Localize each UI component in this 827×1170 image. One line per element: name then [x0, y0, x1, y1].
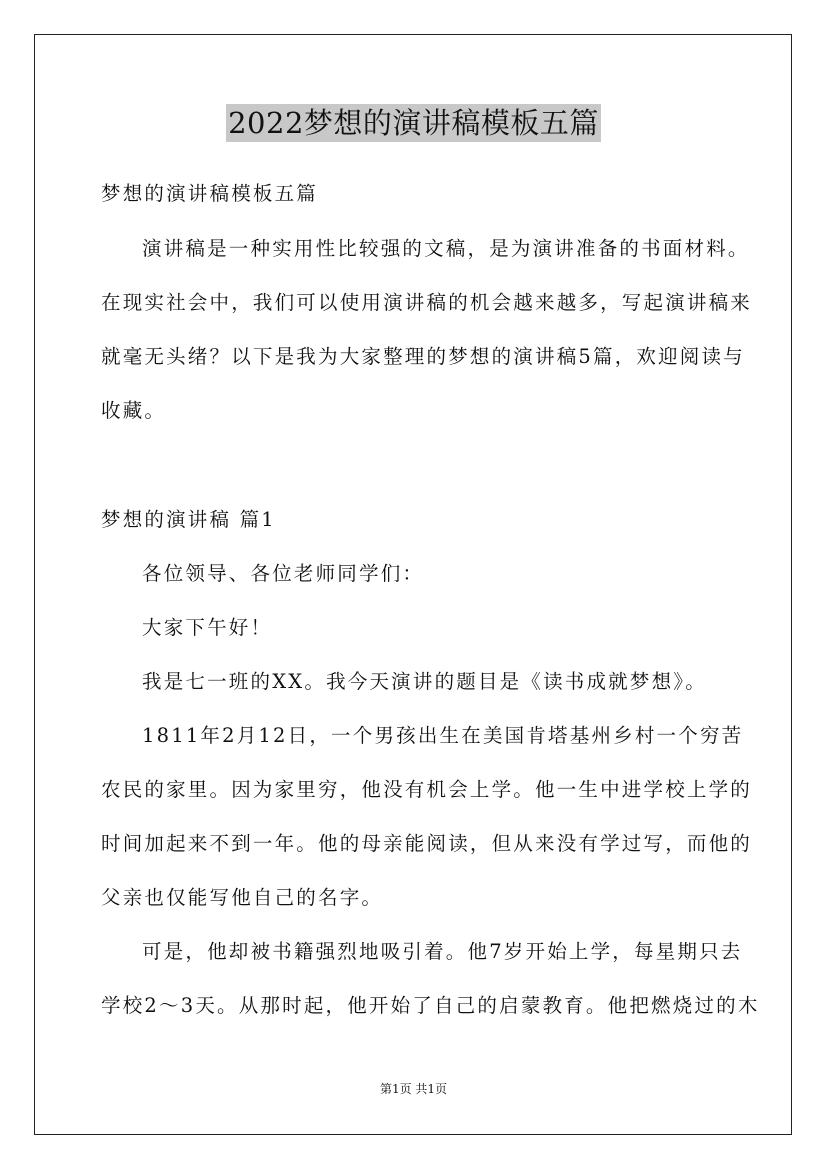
paragraph-line: 1811年2月12日，一个男孩出生在美国肯塔基州乡村一个穷苦	[142, 724, 744, 747]
paragraph-line: 学校2～3天。从那时起，他开始了自己的启蒙教育。他把燃烧过的木	[101, 994, 760, 1017]
paragraph-line: 可是，他却被书籍强烈地吸引着。他7岁开始上学，每星期只去	[142, 940, 743, 963]
title-container	[0, 104, 827, 142]
paragraph-line: 大家下午好！	[142, 616, 273, 639]
section-heading: 梦想的演讲稿 篇1	[101, 508, 276, 531]
paragraph-line: 各位领导、各位老师同学们：	[142, 562, 425, 585]
paragraph-line: 时间加起来不到一年。他的母亲能阅读，但从来没有学过写，而他的	[101, 832, 753, 855]
paragraph-line: 我是七一班的XX。我今天演讲的题目是《读书成就梦想》。	[142, 670, 707, 693]
document-title: 2022梦想的演讲稿模板五篇	[228, 106, 599, 140]
page-footer: 第1页 共1页	[379, 1082, 448, 1096]
subtitle: 梦想的演讲稿模板五篇	[101, 182, 319, 205]
paragraph-line: 就毫无头绪？以下是我为大家整理的梦想的演讲稿5篇，欢迎阅读与	[101, 345, 745, 368]
paragraph-line: 演讲稿是一种实用性比较强的文稿，是为演讲准备的书面材料。	[142, 237, 750, 260]
paragraph-line: 在现实社会中，我们可以使用演讲稿的机会越来越多，写起演讲稿来	[101, 291, 753, 314]
paragraph-line: 收藏。	[101, 399, 167, 422]
paragraph-line: 父亲也仅能写他自己的名字。	[101, 886, 384, 909]
paragraph-line: 农民的家里。因为家里穷，他没有机会上学。他一生中进学校上学的	[101, 778, 753, 801]
